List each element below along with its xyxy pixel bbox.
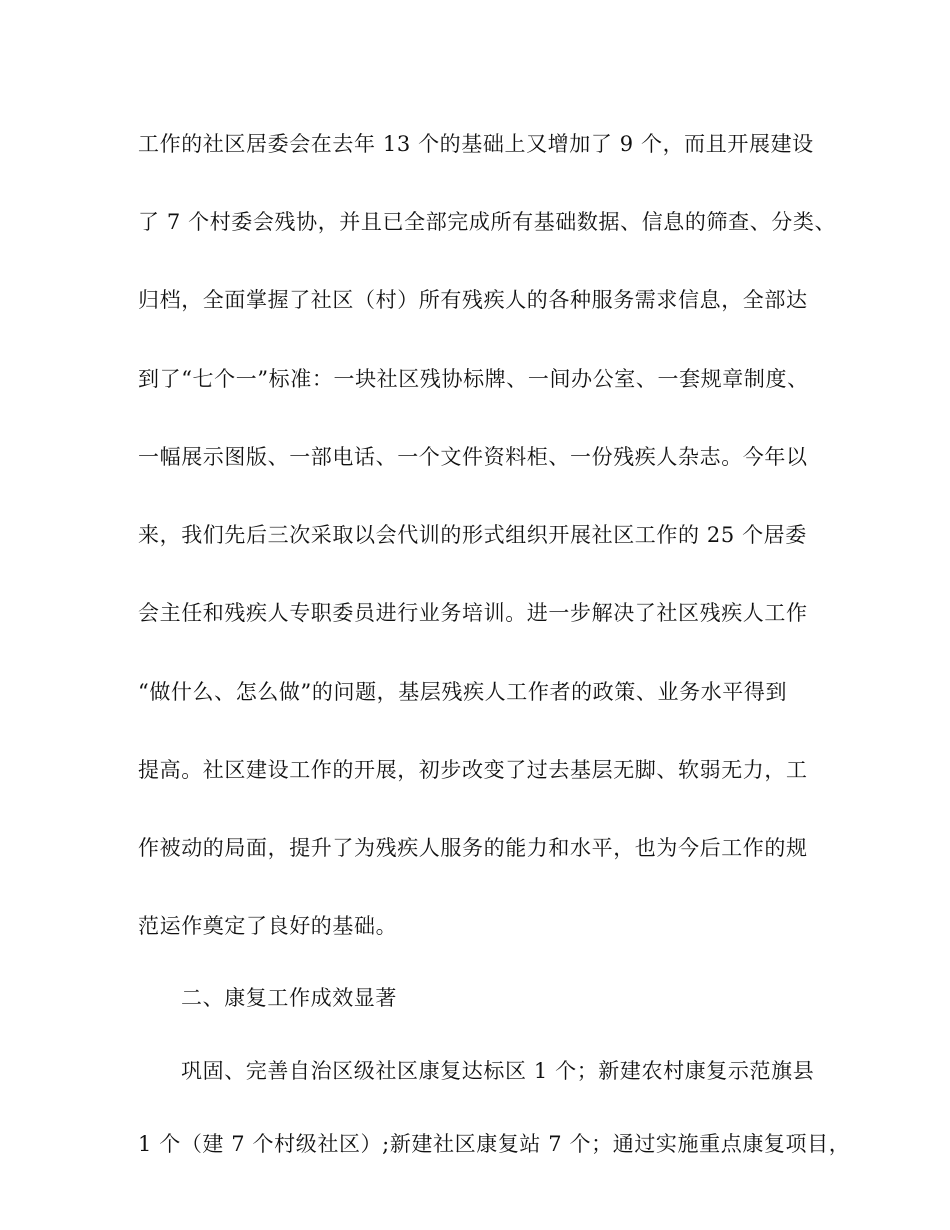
body-text-line: 作被动的局面，提升了为残疾人服务的能力和水平，也为今后工作的规 — [138, 836, 808, 860]
body-text-line: 1 个（建 7 个村级社区）;新建社区康复站 7 个；通过实施重点康复项目， — [138, 1132, 851, 1156]
body-text-line: 工作的社区居委会在去年 13 个的基础上又增加了 9 个，而且开展建设 — [138, 132, 814, 156]
body-text-line: 到了“七个一”标准：一块社区残协标牌、一间办公室、一套规章制度、 — [138, 367, 809, 391]
body-text-line: 来，我们先后三次采取以会代训的形式组织开展社区工作的 25 个居委 — [138, 523, 807, 547]
body-text-line: 会主任和残疾人专职委员进行业务培训。进一步解决了社区残疾人工作 — [138, 601, 808, 625]
body-text-line: 归档，全面掌握了社区（村）所有残疾人的各种服务需求信息，全部达 — [138, 288, 808, 312]
body-text-line: 一幅展示图版、一部电话、一个文件资料柜、一份残疾人杂志。今年以 — [138, 445, 808, 469]
body-text-line: 了 7 个村委会残协，并且已全部完成所有基础数据、信息的筛查、分类、 — [138, 210, 837, 234]
body-text-line: 范运作奠定了良好的基础。 — [138, 914, 398, 938]
body-text-line: 提高。社区建设工作的开展，初步改变了过去基层无脚、软弱无力，工 — [138, 758, 808, 782]
body-text-line: “做什么、怎么做”的问题，基层残疾人工作者的政策、业务水平得到 — [138, 680, 788, 704]
body-text-line: 巩固、完善自治区级社区康复达标区 1 个；新建农村康复示范旗县 — [181, 1059, 815, 1083]
section-heading: 二、康复工作成效显著 — [181, 986, 397, 1010]
